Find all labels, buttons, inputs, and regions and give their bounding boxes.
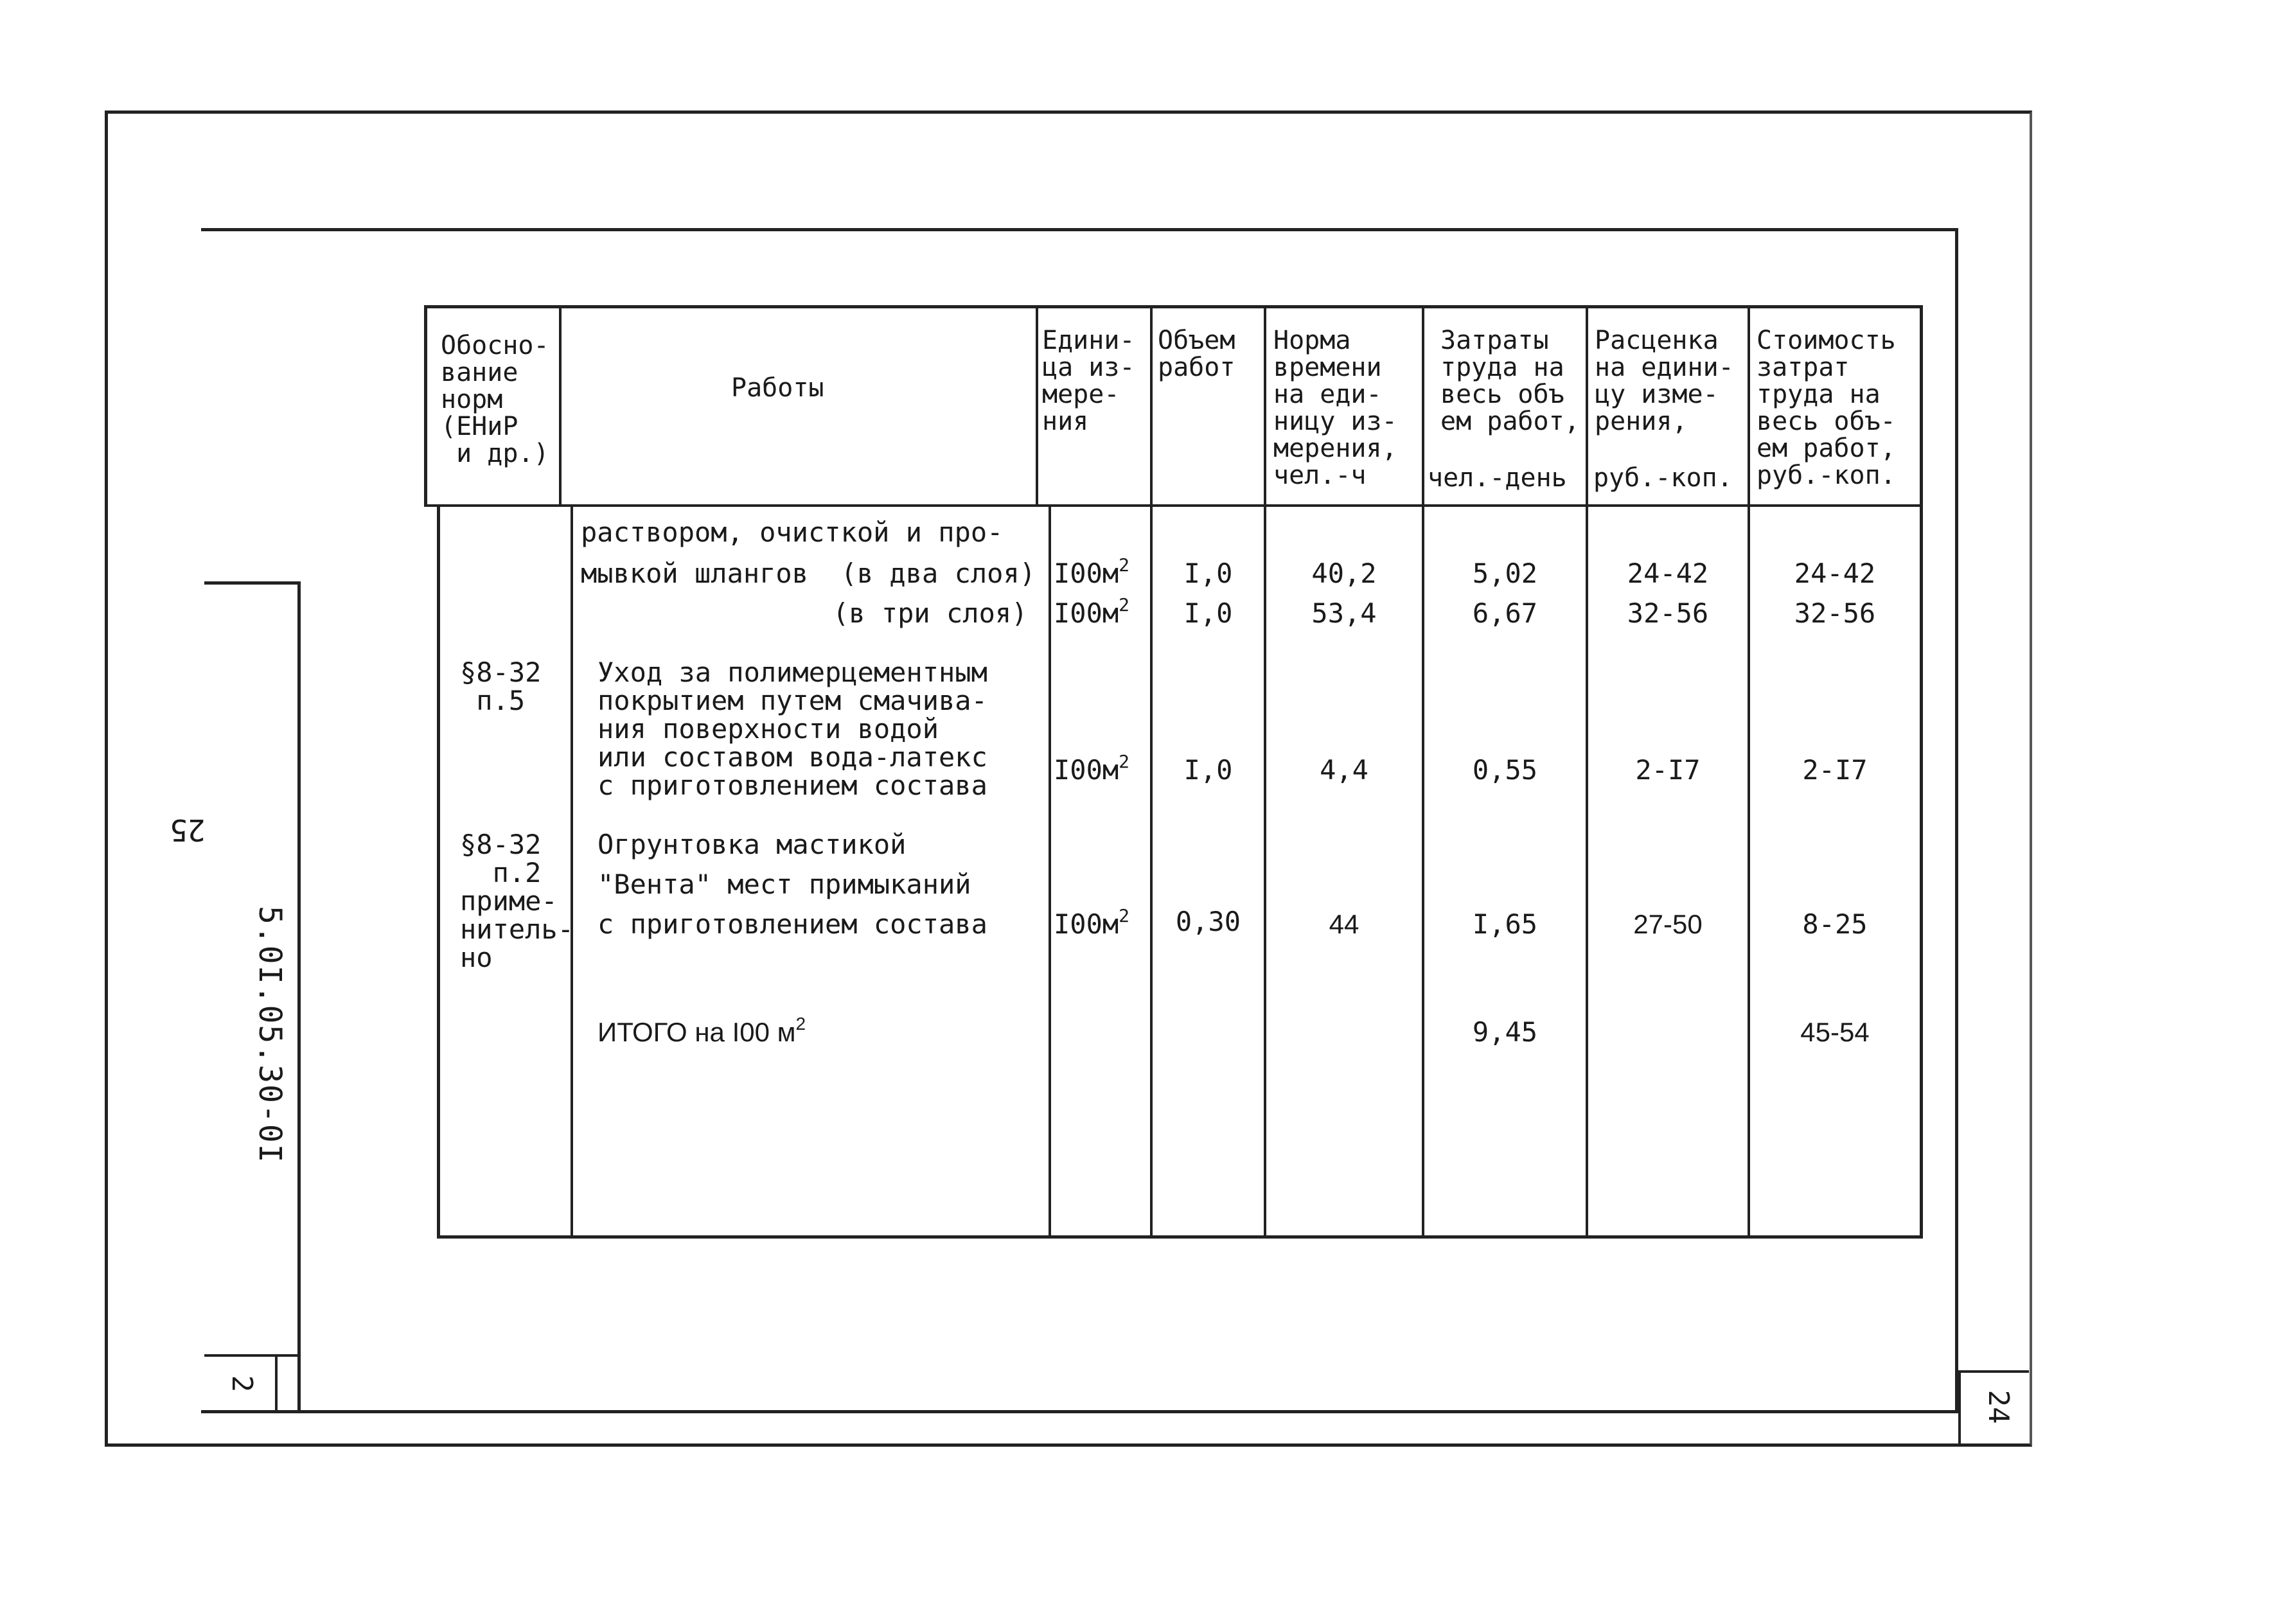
row2-unit: $I00м^2$: [1054, 594, 1130, 629]
total-cost: 45-54: [1800, 1017, 1870, 1047]
row1-unit: $I00м^2$: [1054, 554, 1130, 589]
row3-norm: 4,4: [1320, 754, 1368, 786]
row3-rate: 2-I7: [1635, 754, 1701, 786]
header-works: Работы: [731, 373, 824, 403]
row1-works-line1: раствором, очисткой и про-: [581, 516, 1004, 548]
row3-cost: 2-I7: [1802, 754, 1868, 786]
header-unit: Едини- ца из- мере- ния: [1042, 326, 1135, 436]
row4-works-line1: Огрунтовка мастикой: [598, 829, 907, 860]
table-top-border: [424, 305, 1922, 308]
header-rate-unit: руб.-коп.: [1593, 463, 1733, 493]
row3-unit: $I00м^2$: [1054, 751, 1130, 786]
row4-labor: I,65: [1472, 908, 1538, 940]
page-number-right: 24: [1982, 1390, 2015, 1424]
row4-norm: 44: [1329, 909, 1359, 939]
col-line: [559, 305, 562, 506]
row4-works-line3: с приготовлением состава: [598, 908, 987, 940]
header-rate: Расценка на едини- цу изме- рения,: [1595, 326, 1734, 436]
table-bottom-border: [437, 1235, 1922, 1239]
row4-volume: 0,30: [1175, 906, 1241, 937]
row3-basis: §8-32 п.5: [460, 657, 542, 716]
row4-rate: 27-50: [1633, 909, 1703, 939]
sheet-number: 2: [226, 1375, 258, 1393]
row4-works-line2: "Вента" мест примыканий: [598, 869, 971, 900]
header-labor-unit: чел.-день: [1428, 463, 1567, 493]
row4-unit: $I00м^2$: [1054, 905, 1130, 940]
document-code: 5.0I.05.30-0I: [252, 906, 288, 1164]
stamp-divider: [204, 1354, 301, 1357]
row1-works-line2: мывкой шлангов (в два слоя): [581, 558, 1036, 589]
stamp-vline: [275, 1354, 278, 1413]
col-line: [1049, 504, 1051, 1239]
row4-cost: 8-25: [1802, 908, 1868, 940]
row2-rate: 32-56: [1627, 597, 1709, 629]
header-basis: Обосно- вание норм (ЕНиР и др.): [441, 331, 549, 468]
row3-works: Уход за полимерцементным покрытием путем смачива- ния поверхности водой или составом вода-латекс с приготовлением состава: [598, 657, 987, 801]
row4-basis: §8-32 п.2 приме- нитель- но: [460, 829, 574, 973]
total-label: ИТОГО на I00 $м^2$: [598, 1014, 806, 1047]
header-norm: Норма времени на еди- ницу из- мерения, чел.-ч: [1273, 326, 1397, 490]
col-line: [1036, 305, 1038, 506]
page-number-left: 25: [170, 813, 206, 847]
row1-labor: 5,02: [1472, 558, 1538, 589]
header-cost: Стоимость затрат труда на весь объ- ем работ, руб.-коп.: [1757, 326, 1896, 490]
header-volume: Объем работ: [1158, 326, 1235, 382]
row2-volume: I,0: [1183, 597, 1233, 629]
row2-norm: 53,4: [1311, 597, 1377, 629]
table-right-border: [1920, 305, 1923, 1239]
row1-cost: 24-42: [1794, 558, 1876, 589]
row2-works: (в три слоя): [833, 597, 1028, 629]
cost-table: [424, 305, 1922, 1249]
row1-norm: 40,2: [1311, 558, 1377, 589]
table-header-border: [424, 504, 1922, 507]
table-left-border-lower: [437, 504, 440, 1239]
header-labor: Затраты труда на весь объ ем работ,: [1440, 326, 1580, 436]
row2-cost: 32-56: [1794, 597, 1876, 629]
row3-labor: 0,55: [1472, 754, 1538, 786]
row1-volume: I,0: [1183, 558, 1233, 589]
row2-labor: 6,67: [1472, 597, 1538, 629]
row1-rate: 24-42: [1627, 558, 1709, 589]
total-labor: 9,45: [1472, 1016, 1538, 1048]
table-left-border: [424, 305, 427, 506]
row3-volume: I,0: [1183, 754, 1233, 786]
